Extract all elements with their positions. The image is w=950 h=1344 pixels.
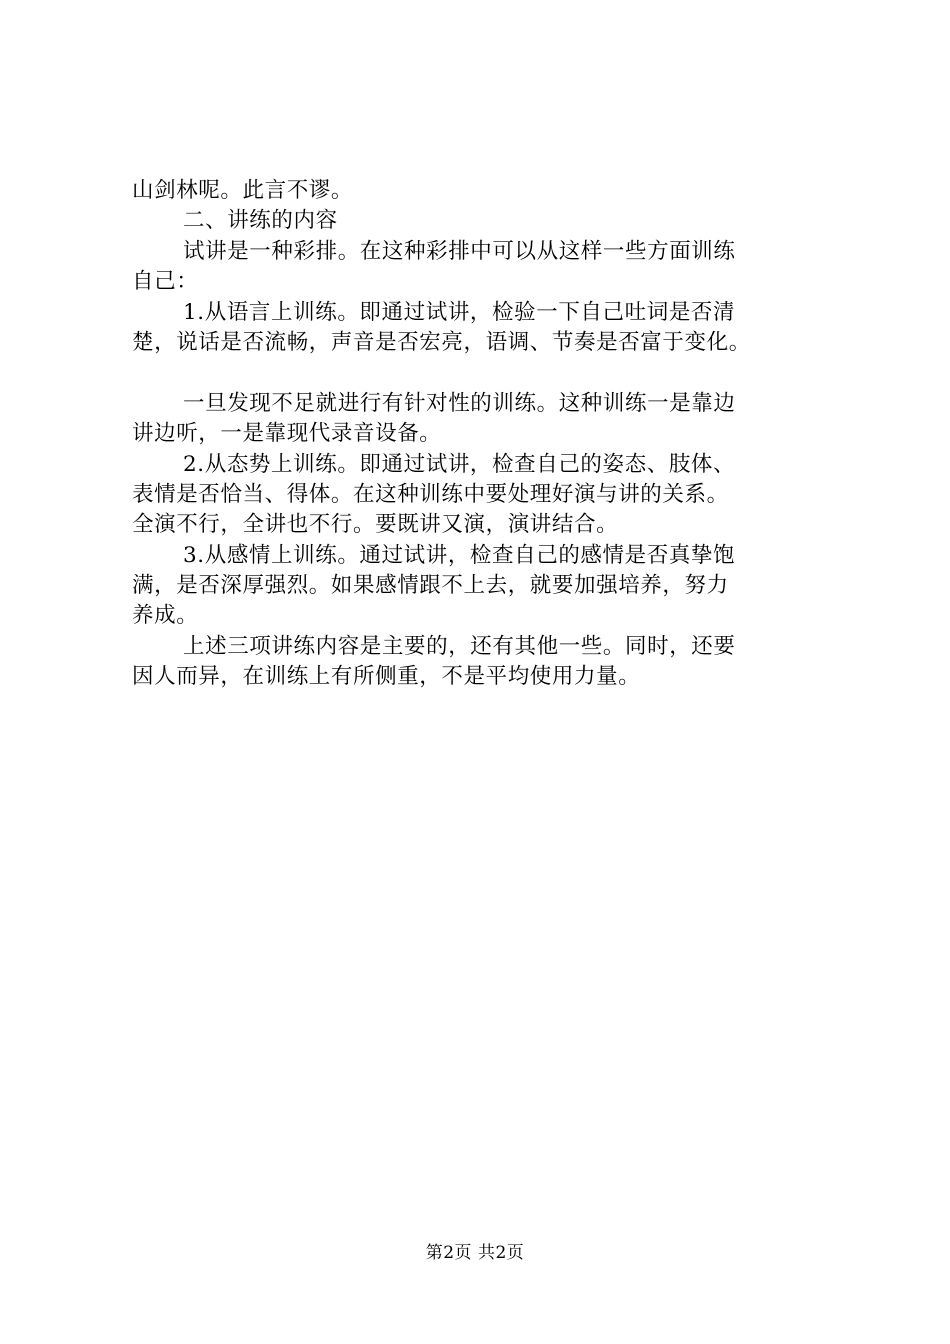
list-item-1-line: 楚，说话是否流畅，声音是否宏亮，语调、节奏是否富于变化。: [132, 329, 751, 355]
paragraph-line: 一旦发现不足就进行有针对性的训练。这种训练一是靠边: [183, 390, 736, 416]
document-body: [132, 176, 832, 693]
list-item-2-line: 全演不行，全讲也不行。要既讲又演，演讲结合。: [132, 512, 619, 538]
section-heading: 二、讲练的内容: [183, 208, 338, 234]
paragraph-line: 因人而异，在训练上有所侧重，不是平均使用力量。: [132, 664, 641, 690]
paragraph-line: 自己：: [132, 269, 199, 295]
paragraph-line: 讲边听，一是靠现代录音设备。: [132, 421, 442, 447]
list-item-2-line: 2.从态势上训练。即通过试讲，检查自己的姿态、肢体、: [183, 451, 736, 477]
list-item-1-line: 1.从语言上训练。即通过试讲，检验一下自己吐词是否清: [183, 299, 736, 325]
blank-line: [132, 358, 832, 388]
list-item-3-line: 满，是否深厚强烈。如果感情跟不上去，就要加强培养，努力: [132, 573, 729, 599]
paragraph-line: 试讲是一种彩排。在这种彩排中可以从这样一些方面训练: [183, 238, 736, 264]
paragraph-line: 上述三项讲练内容是主要的，还有其他一些。同时，还要: [183, 633, 736, 659]
list-item-3-line: 3.从感情上训练。通过试讲，检查自己的感情是否真挚饱: [183, 542, 736, 568]
list-item-2-line: 表情是否恰当、得体。在这种训练中要处理好演与讲的关系。: [132, 481, 729, 507]
list-item-3-line: 养成。: [132, 603, 199, 629]
paragraph-line: 山剑林呢。此言不谬。: [132, 178, 354, 203]
page-number-footer: 第2页 共2页: [425, 1243, 525, 1263]
